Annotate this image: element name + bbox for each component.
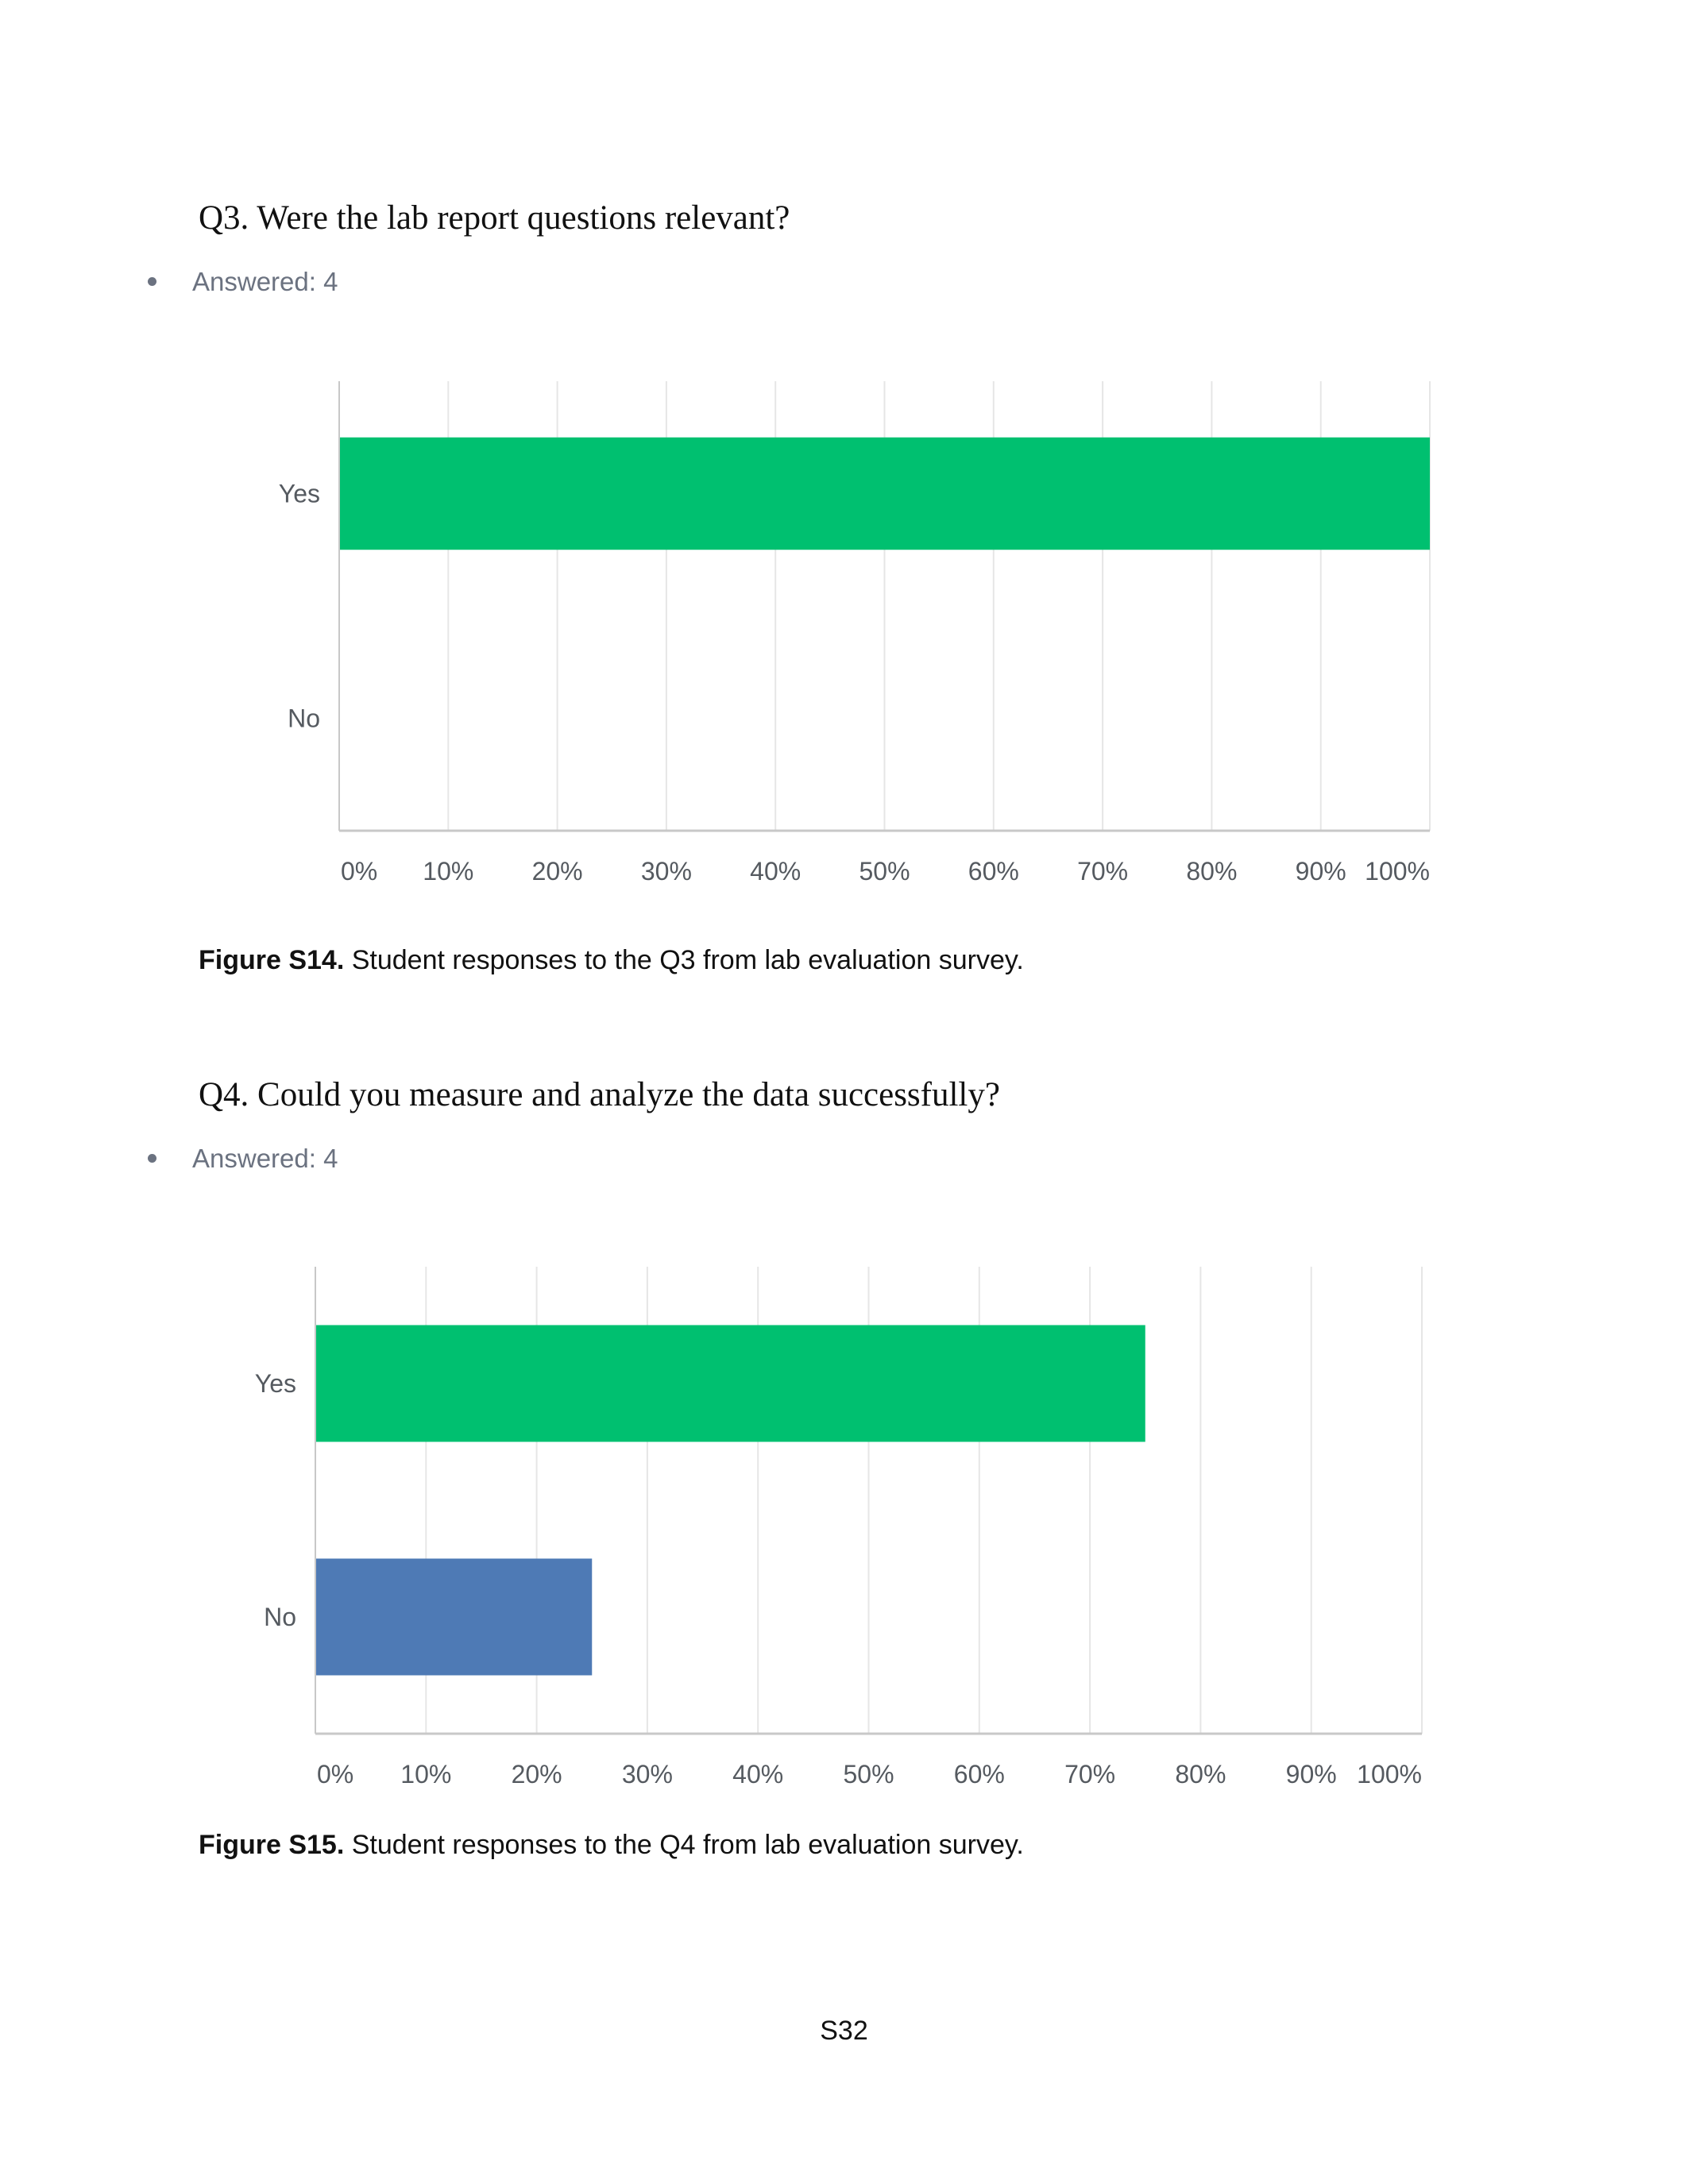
tick-label: 30% xyxy=(621,1760,673,1788)
caption-text: Student responses to the Q4 from lab evaluation survey. xyxy=(344,1830,1024,1860)
bar-no xyxy=(316,1559,592,1676)
caption-label: Figure S15. xyxy=(199,1830,345,1860)
bullet-icon xyxy=(148,277,156,286)
chart-q3 xyxy=(262,373,1430,897)
tick-label: 30% xyxy=(640,857,692,886)
caption-text: Student responses to the Q3 from lab evaluation survey. xyxy=(344,945,1024,975)
figure-caption-s15 xyxy=(199,1830,1024,1861)
tick-label: 50% xyxy=(859,857,910,886)
tick-label: 50% xyxy=(843,1760,894,1788)
bar-yes xyxy=(340,438,1430,550)
tick-label: 60% xyxy=(953,1760,1005,1788)
bullet-icon xyxy=(148,1154,156,1163)
tick-label: 70% xyxy=(1064,1760,1116,1788)
tick-label: 40% xyxy=(732,1760,784,1788)
answered-count-q3 xyxy=(148,267,338,297)
tick-label: 0% xyxy=(317,1760,354,1788)
tick-label: 20% xyxy=(531,857,583,886)
tick-label: 10% xyxy=(423,857,474,886)
question-title-q3: Q3. Were the lab report questions relevant? xyxy=(199,199,790,237)
tick-label: 80% xyxy=(1186,857,1238,886)
category-label-no: No xyxy=(264,1603,296,1631)
category-label-no: No xyxy=(288,704,320,733)
tick-label: 90% xyxy=(1285,1760,1337,1788)
category-label-yes: Yes xyxy=(278,479,320,508)
tick-label: 70% xyxy=(1077,857,1129,886)
tick-label: 20% xyxy=(511,1760,562,1788)
answered-text-q3: Answered: 4 xyxy=(192,267,338,296)
answered-text-q4: Answered: 4 xyxy=(192,1144,338,1173)
tick-label: 40% xyxy=(750,857,802,886)
question-title-q4: Q4. Could you measure and analyze the data successfully? xyxy=(199,1076,1000,1113)
tick-label: 0% xyxy=(341,857,378,886)
tick-label: 60% xyxy=(968,857,1019,886)
tick-label: 100% xyxy=(1365,857,1430,886)
tick-label: 80% xyxy=(1175,1760,1226,1788)
caption-label: Figure S14. xyxy=(199,945,345,975)
tick-label: 10% xyxy=(400,1760,452,1788)
answered-count-q4 xyxy=(148,1144,338,1174)
page-number: S32 xyxy=(820,2016,868,2046)
bar-yes xyxy=(316,1325,1145,1442)
tick-label: 90% xyxy=(1295,857,1346,886)
chart-q4 xyxy=(238,1259,1422,1788)
tick-label: 100% xyxy=(1357,1760,1422,1788)
category-label-yes: Yes xyxy=(254,1369,296,1398)
figure-caption-s14 xyxy=(199,945,1024,976)
